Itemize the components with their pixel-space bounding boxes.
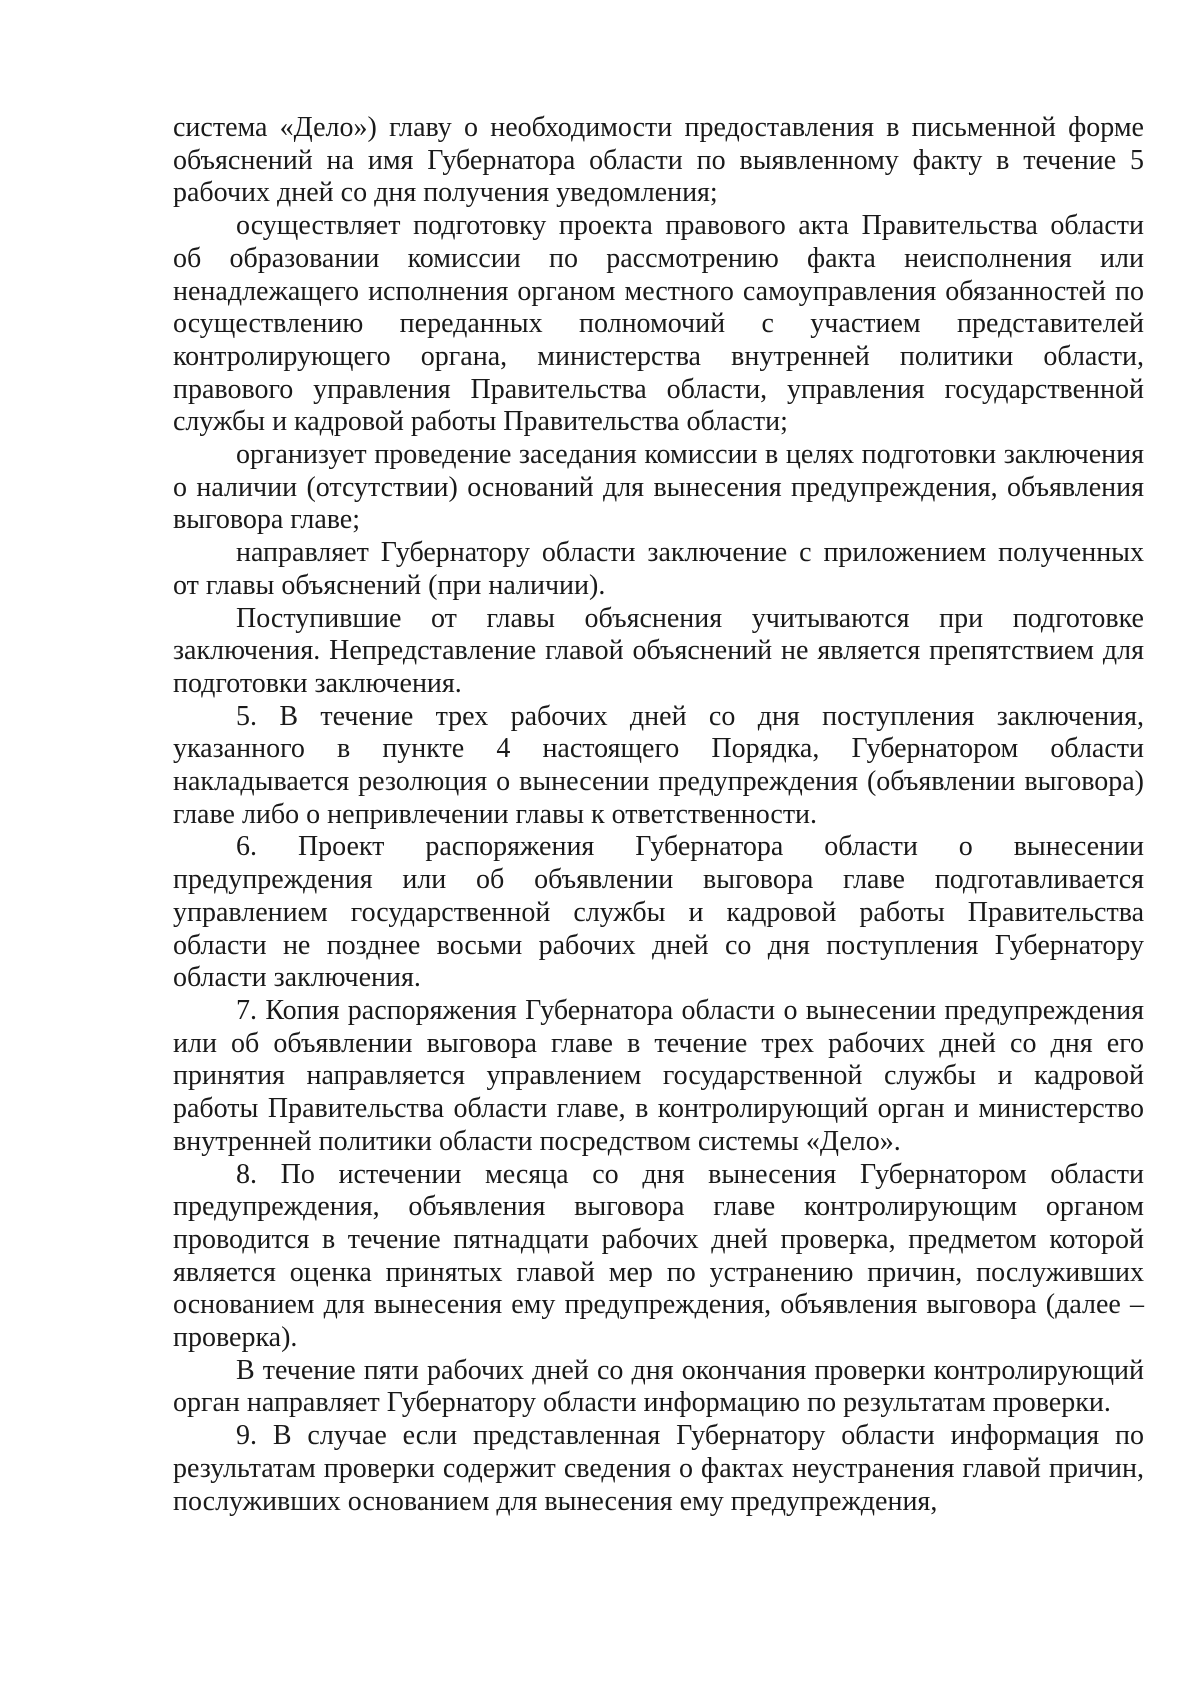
paragraph-continuation: система «Дело») главу о необходимости предоставления в письменной форме объяснений на имя Губернатора области по выявленному факту в течение 5 рабочих дней со дня получения уведомления;: [173, 112, 1144, 209]
document-body: [173, 112, 1144, 1518]
paragraph-preparation: осуществляет подготовку проекта правового акта Правительства области об образовании комиссии по рассмотрению факта неисполнения или ненадлежащего исполнения органом местного самоуправления обязанностей по осуществлению переданных полномочий с участием представителей контролирующего органа, министерства внутренней политики области, правового управления Правительства области, управления государственной службы и кадровой работы Правительства области;: [173, 210, 1144, 438]
paragraph-commission: организует проведение заседания комиссии в целях подготовки заключения о наличии (отсутствии) оснований для вынесения предупреждения, объявления выговора главе;: [173, 439, 1144, 536]
paragraph-item-5: 5. В течение трех рабочих дней со дня поступления заключения, указанного в пункте 4 настоящего Порядка, Губернатором области накладывается резолюция о вынесении предупреждения (объявлении выговора) главе либо о непривлечении главы к ответственности.: [173, 700, 1144, 830]
paragraph-item-7: 7. Копия распоряжения Губернатора области о вынесении предупреждения или об объявлении выговора главе в течение трех рабочих дней со дня его принятия направляется управлением государственной службы и кадровой работы Правительства области главе, в контролирующий орган и министерство внутренней политики области посредством системы «Дело».: [173, 994, 1144, 1157]
paragraph-item-9: 9. В случае если представленная Губернатору области информация по результатам проверки содержит сведения о фактах неустранения главой причин, послуживших основанием для вынесения ему предупреждения,: [173, 1420, 1144, 1517]
paragraph-conclusion: направляет Губернатору области заключение с приложением полученных от главы объяснений (при наличии).: [173, 537, 1144, 601]
paragraph-explanations: Поступившие от главы объяснения учитываются при подготовке заключения. Непредставление главой объяснений не является препятствием для подготовки заключения.: [173, 602, 1144, 699]
paragraph-item-6: 6. Проект распоряжения Губернатора области о вынесении предупреждения или об объявлении выговора главе подготавливается управлением государственной службы и кадровой работы Правительства области не позднее восьми рабочих дней со дня поступления Губернатору области заключения.: [173, 831, 1144, 994]
paragraph-item-8: 8. По истечении месяца со дня вынесения Губернатором области предупреждения, объявления выговора главе контролирующим органом проводится в течение пятнадцати рабочих дней проверка, предметом которой является оценка принятых главой мер по устранению причин, послуживших основанием для вынесения ему предупреждения, объявления выговора (далее – проверка).: [173, 1158, 1144, 1354]
paragraph-inspection-results: В течение пяти рабочих дней со дня окончания проверки контролирующий орган направляет Губернатору области информацию по результатам проверки.: [173, 1354, 1144, 1419]
